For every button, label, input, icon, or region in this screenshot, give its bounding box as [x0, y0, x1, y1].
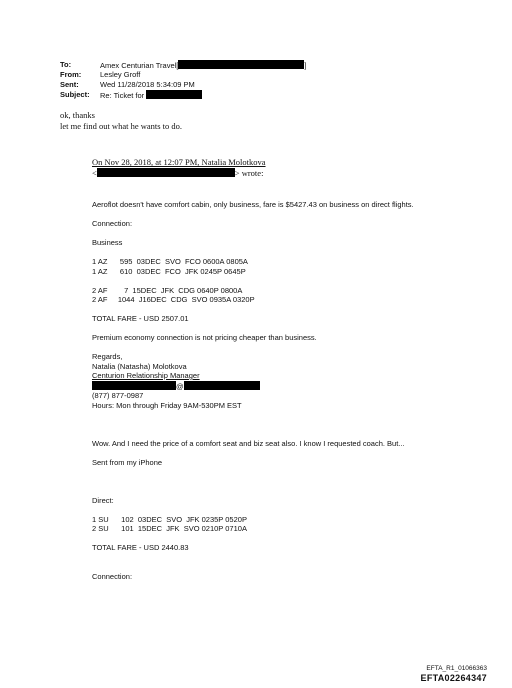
to-value: Amex Centurian Travel[ ] — [100, 61, 307, 70]
flight-line: 2 AF 7 15DEC JFK CDG 0640P 0800A — [92, 285, 243, 295]
reply-text — [60, 110, 182, 132]
signature-name: Natalia (Natasha) Molotkova — [92, 361, 187, 371]
subject-label: Subject: — [60, 90, 90, 99]
regards: Regards, — [92, 352, 123, 361]
efta-number: EFTA02264347 — [420, 673, 487, 683]
signature-phone: (877) 877-0987 — [92, 391, 144, 400]
business-label: Business — [92, 238, 123, 247]
redaction-block — [178, 60, 304, 69]
redaction-block — [92, 381, 176, 390]
from-value: Lesley Groff — [100, 70, 141, 79]
signature-title: Centurion Relationship Manager — [92, 371, 200, 380]
flight-line: 1 AZ 595 03DEC SVO FCO 0600A 0805A — [92, 257, 248, 266]
bates-number: EFTA_R1_01066363 — [426, 665, 487, 672]
direct-label: Direct: — [92, 495, 114, 505]
sent-value: Wed 11/28/2018 5:34:09 PM — [100, 80, 195, 89]
quoted-message — [92, 200, 492, 581]
redaction-block — [146, 90, 202, 99]
subject-value: Re: Ticket for — [100, 90, 202, 100]
to-label: To: — [60, 60, 72, 69]
quote-attribution: On Nov 28, 2018, at 12:07 PM, Natalia Molotkova — [92, 157, 266, 167]
quote-email-line: < > wrote: — [92, 167, 264, 178]
flight-line: 2 SU 101 15DEC JFK SVO 0210P 0710A — [92, 524, 247, 533]
flight-line: 1 AZ 610 03DEC FCO JFK 0245P 0645P — [92, 266, 246, 276]
wow-text: Wow. And I need the price of a comfort seat and biz seat also. I know I requested coach. But... — [92, 438, 405, 448]
sent-row — [60, 80, 306, 90]
redaction-block — [97, 168, 235, 177]
from-row — [60, 70, 306, 80]
flight-line: 1 SU 102 03DEC SVO JFK 0235P 0520P — [92, 514, 247, 524]
signature-email: @ — [92, 381, 492, 392]
subject-row — [60, 90, 306, 100]
signature-hours: Hours: Mon through Friday 9AM-530PM EST — [92, 400, 242, 410]
flight-line: 2 AF 1044 J16DEC CDG SVO 0935A 0320P — [92, 295, 255, 304]
reply-line: ok, thanks — [60, 110, 95, 120]
to-row — [60, 60, 306, 70]
email-header — [60, 60, 306, 100]
premium-note: Premium economy connection is not pricing cheaper than business. — [92, 333, 317, 342]
reply-line: let me find out what he wants to do. — [60, 121, 183, 131]
sent-label: Sent: — [60, 80, 79, 89]
from-label: From: — [60, 70, 82, 79]
total-fare: TOTAL FARE - USD 2507.01 — [92, 314, 189, 323]
connection-label: Connection: — [92, 219, 133, 228]
sent-from-iphone: Sent from my iPhone — [92, 457, 163, 467]
intro-text: Aeroflot doesn't have comfort cabin, only business, fare is $5427.43 on business on direct flights. — [92, 200, 414, 209]
connection-label: Connection: — [92, 571, 133, 581]
redaction-block — [184, 381, 260, 390]
total-fare: TOTAL FARE - USD 2440.83 — [92, 543, 189, 552]
quote-header — [92, 157, 266, 178]
